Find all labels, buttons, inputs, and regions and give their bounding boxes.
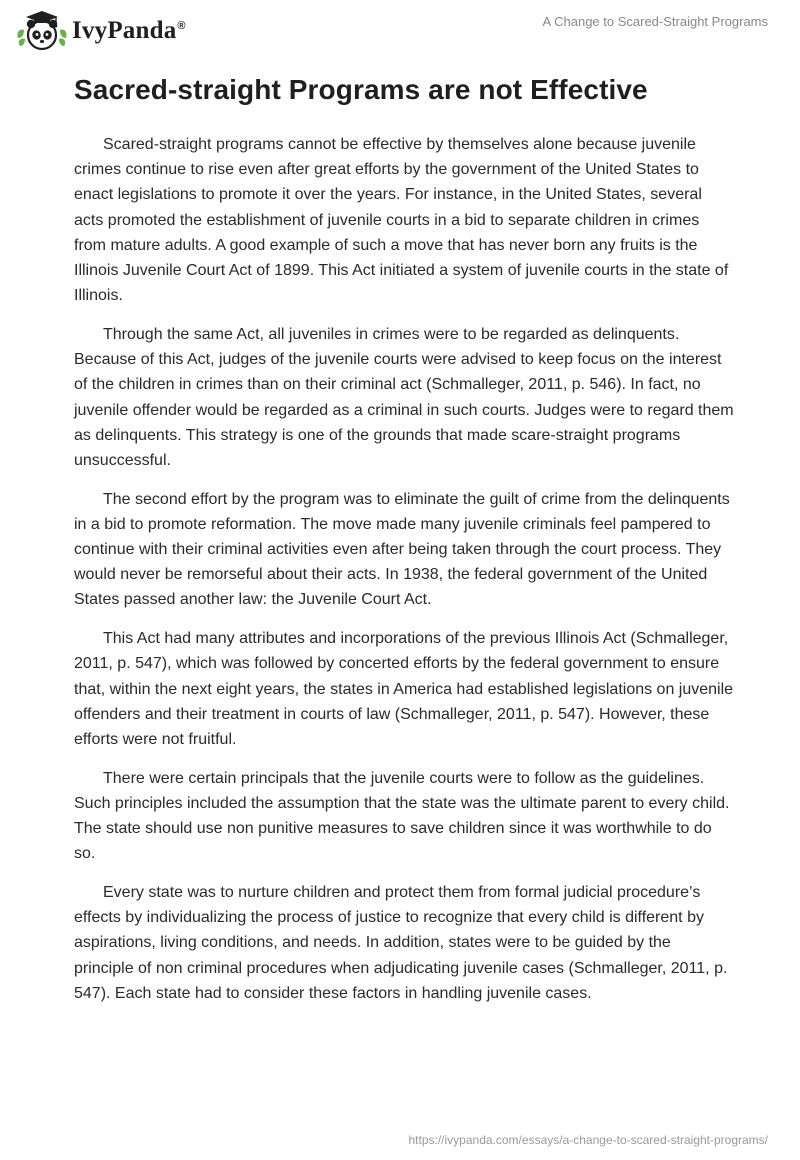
document-title: A Change to Scared-Straight Programs [542,14,768,29]
logo-wordmark: IvyPanda® [72,17,186,44]
paragraph: Scared-straight programs cannot be effective by themselves alone because juvenile crimes continue to rise even after great efforts by the government of the United States to enact legislations to promote it over the years. For instance, in the United States, several acts promoted the establishment of juvenile courts in a bid to separate children in crimes from mature adults. A good example of such a move that has never born any fruits is the Illinois Juvenile Court Act of 1899. This Act initiated a system of juvenile courts in the state of Illinois. [74,136,729,305]
paragraph: Through the same Act, all juveniles in crimes were to be regarded as delinquents. Because of this Act, judges of the juvenile courts were advised to keep focus on the interest of the children in crimes than on their criminal act (Schmalleger, 2011, p. 546). In fact, no juvenile offender would be regarded as a criminal in such courts. Judges were to regard them as delinquents. This strategy is one of the grounds that made scare-straight programs unsuccessful. [74,325,734,469]
paragraph: The second effort by the program was to eliminate the guilt of crime from the delinquents in a bid to promote reformation. The move made many juvenile criminals feel pampered to continue with their criminal activities even after being taken through the court process. They would never be remorseful about their acts. In 1938, the federal government of the United States passed another law: the Juvenile Court Act. [74,490,730,609]
paragraph: There were certain principals that the juvenile courts were to follow as the guidelines. Such principles included the assumption that the state was the ultimate parent to every child. The state should use non punitive measures to save children since it was worthwhile to do so. [74,769,730,863]
panda-graduation-cap-icon [14,8,70,52]
paragraph: This Act had many attributes and incorporations of the previous Illinois Act (Schmalleger, 2011, p. 547), which was followed by concerted efforts by the federal government to ensure that, within the next eight years, the states in America had established legislations on juvenile offenders and their treatment in courts of law (Schmalleger, 2011, p. 547). However, these efforts were not fruitful. [74,630,734,748]
source-url[interactable]: https://ivypanda.com/essays/a-change-to-scared-straight-programs/ [408,1133,768,1147]
section-heading: Sacred-straight Programs are not Effective [74,74,648,105]
ivypanda-logo[interactable] [14,8,186,52]
paragraph: Every state was to nurture children and protect them from formal judicial procedure’s effects by individualizing the process of justice to recognize that every child is different by aspirations, living conditions, and needs. In addition, states were to be guided by the principle of non criminal procedures when adjudicating juvenile cases (Schmalleger, 2011, p. 547). Each state had to consider these factors in handling juvenile cases. [74,883,728,1002]
article-body [74,132,734,1020]
page-header [0,0,800,60]
registered-mark: ® [177,19,186,32]
